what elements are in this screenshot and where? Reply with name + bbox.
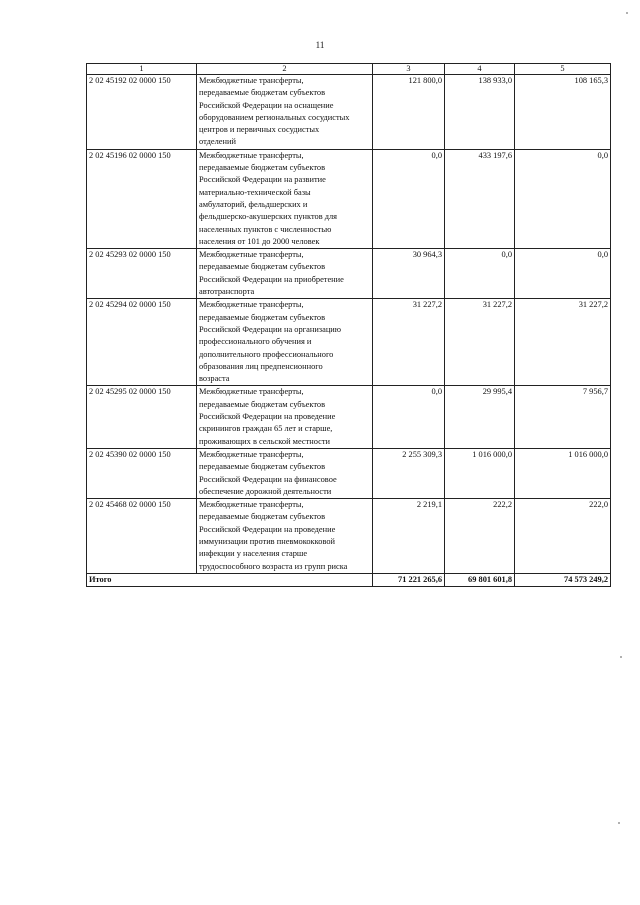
- table-row: [87, 75, 611, 150]
- column-header-3: 3: [373, 64, 445, 75]
- column-header-2: 2: [197, 64, 373, 75]
- column-number-row: [87, 64, 611, 75]
- amount-col-3: 30 964,3: [373, 249, 445, 299]
- amount-col-5: 1 016 000,0: [515, 448, 611, 498]
- budget-table: [86, 63, 611, 587]
- budget-code: 2 02 45294 02 0000 150: [87, 299, 197, 386]
- budget-code: 2 02 45293 02 0000 150: [87, 249, 197, 299]
- budget-code: 2 02 45390 02 0000 150: [87, 448, 197, 498]
- table-row: [87, 249, 611, 299]
- transfer-description: Межбюджетные трансферты, передаваемые бюджетам субъектов Российской Федерации на финансовое обеспечение дорожной деятельности: [197, 448, 373, 498]
- table-row: [87, 149, 611, 248]
- amount-col-3: 0,0: [373, 149, 445, 248]
- amount-col-5: 31 227,2: [515, 299, 611, 386]
- table-row: [87, 386, 611, 448]
- amount-col-4: 433 197,6: [445, 149, 515, 248]
- amount-col-4: 1 016 000,0: [445, 448, 515, 498]
- budget-code: 2 02 45192 02 0000 150: [87, 75, 197, 150]
- budget-code: 2 02 45468 02 0000 150: [87, 499, 197, 574]
- amount-col-4: 29 995,4: [445, 386, 515, 448]
- amount-col-4: 31 227,2: [445, 299, 515, 386]
- amount-col-4: 138 933,0: [445, 75, 515, 150]
- amount-col-3: 121 800,0: [373, 75, 445, 150]
- scan-speck: [620, 656, 622, 658]
- total-col-5: 74 573 249,2: [515, 573, 611, 586]
- amount-col-5: 222,0: [515, 499, 611, 574]
- table-row: [87, 499, 611, 574]
- table-row: [87, 448, 611, 498]
- column-header-5: 5: [515, 64, 611, 75]
- transfer-description: Межбюджетные трансферты, передаваемые бюджетам субъектов Российской Федерации на приобретение автотранспорта: [197, 249, 373, 299]
- total-row: [87, 573, 611, 586]
- page-number: 11: [315, 40, 325, 50]
- scan-speck: [626, 12, 628, 14]
- amount-col-5: 108 165,3: [515, 75, 611, 150]
- scan-speck: [618, 822, 620, 824]
- budget-code: 2 02 45295 02 0000 150: [87, 386, 197, 448]
- total-col-3: 71 221 265,6: [373, 573, 445, 586]
- amount-col-5: 0,0: [515, 149, 611, 248]
- transfer-description: Межбюджетные трансферты, передаваемые бюджетам субъектов Российской Федерации на проведение иммунизации против пневмококковой инфекции у населения старше трудоспособного возраста из групп риска: [197, 499, 373, 574]
- amount-col-5: 0,0: [515, 249, 611, 299]
- amount-col-3: 31 227,2: [373, 299, 445, 386]
- total-col-4: 69 801 601,8: [445, 573, 515, 586]
- total-label: Итого: [87, 573, 373, 586]
- column-header-1: 1: [87, 64, 197, 75]
- transfer-description: Межбюджетные трансферты, передаваемые бюджетам субъектов Российской Федерации на проведение скринингов граждан 65 лет и старше, проживающих в сельской местности: [197, 386, 373, 448]
- transfer-description: Межбюджетные трансферты, передаваемые бюджетам субъектов Российской Федерации на оснащение оборудованием региональных сосудистых центров и первичных сосудистых отделений: [197, 75, 373, 150]
- amount-col-4: 222,2: [445, 499, 515, 574]
- amount-col-4: 0,0: [445, 249, 515, 299]
- table-row: [87, 299, 611, 386]
- amount-col-3: 2 219,1: [373, 499, 445, 574]
- column-header-4: 4: [445, 64, 515, 75]
- transfer-description: Межбюджетные трансферты, передаваемые бюджетам субъектов Российской Федерации на организацию профессионального обучения и дополнительного профессионального образования лиц предпенсионного возраста: [197, 299, 373, 386]
- amount-col-3: 0,0: [373, 386, 445, 448]
- amount-col-5: 7 956,7: [515, 386, 611, 448]
- amount-col-3: 2 255 309,3: [373, 448, 445, 498]
- transfer-description: Межбюджетные трансферты, передаваемые бюджетам субъектов Российской Федерации на развитие материально-технической базы амбулаторий, фельдшерских и фельдшерско-акушерских пунктов для населенных пунктов с численностью населения от 101 до 2000 человек: [197, 149, 373, 248]
- budget-code: 2 02 45196 02 0000 150: [87, 149, 197, 248]
